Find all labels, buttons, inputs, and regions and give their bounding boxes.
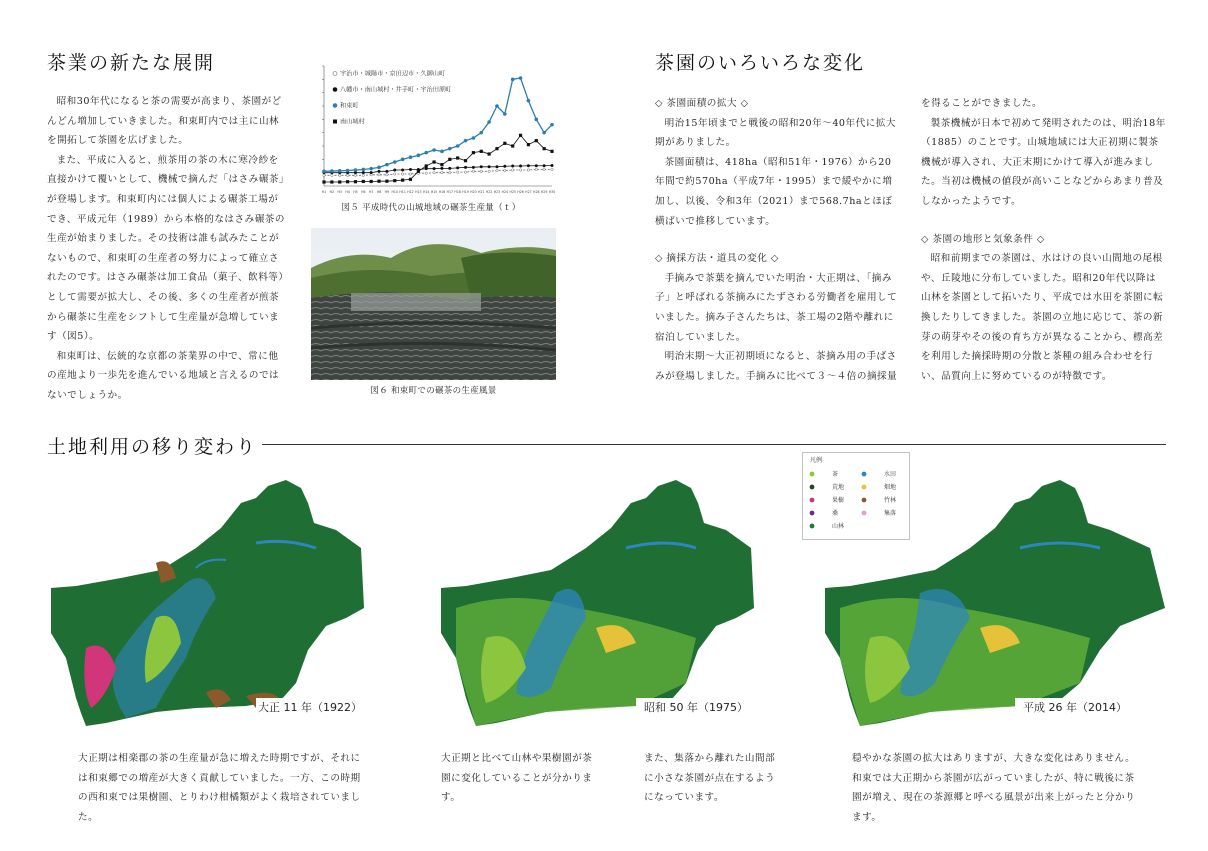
paragraph: 明治15年頃までと戦後の昭和20年～40年代に拡大期がありました。 <box>655 117 896 149</box>
x-tick-label: H11 <box>399 190 406 194</box>
data-point <box>527 99 531 103</box>
data-point <box>495 104 499 108</box>
data-point <box>519 76 523 80</box>
legend-marker <box>333 72 337 76</box>
x-tick-label: H21 <box>478 190 485 194</box>
data-point <box>519 169 521 171</box>
data-point <box>464 166 467 169</box>
tea-industry-paragraph: 和束町は、伝統的な京都の茶業界の中で、常に他の産地より一歩先を進んでいる地域と言えるのではないでしょうか。 <box>47 350 280 401</box>
data-point <box>472 170 474 172</box>
map-1922 <box>46 468 366 730</box>
data-point <box>409 155 413 159</box>
data-point <box>456 166 459 169</box>
data-point <box>385 163 389 167</box>
x-tick-label: H19 <box>462 190 469 194</box>
map-2014-text: 穏やかな茶園の拡大はありますが、大きな変化はありません。和束では大正期から茶園が広がっていましたが、特に戦後に茶園が増え、現在の茶源郷と呼べる風景が出来上がったと分かります。 <box>852 753 1136 823</box>
data-point <box>440 163 443 166</box>
data-point <box>362 168 366 172</box>
data-point <box>362 180 365 183</box>
spacer <box>921 212 1166 230</box>
data-point <box>479 131 483 135</box>
data-point <box>346 180 349 183</box>
x-tick-label: H30 <box>548 190 556 194</box>
legend-item-label: 集落 <box>884 510 897 517</box>
data-point <box>472 151 475 154</box>
data-point <box>377 180 380 183</box>
paragraph: 茶園面積は、418ha（昭和51年・1976）から20年間で約570ha（平成7年・1995）まで緩やかに増加し、以後、令和3年（2021）まで568.7haとほぼ横ばいで推移しています。 <box>655 156 893 227</box>
data-point <box>425 164 428 167</box>
data-point <box>432 160 435 163</box>
x-tick-label: H12 <box>407 190 414 194</box>
data-point <box>464 139 468 143</box>
legend-item-label: 水田 <box>884 471 897 478</box>
legend-item-label: 桑 <box>832 510 839 517</box>
data-point <box>503 142 506 145</box>
tea-industry-text <box>47 92 287 406</box>
data-point <box>362 174 364 176</box>
data-point <box>448 147 452 151</box>
data-point <box>409 173 411 175</box>
legend-swatch <box>810 485 815 490</box>
data-point <box>449 171 451 173</box>
data-point <box>464 171 466 173</box>
x-tick-label: H18 <box>454 190 461 194</box>
data-point <box>338 180 341 183</box>
data-point <box>330 180 333 183</box>
x-tick-label: H20 <box>470 190 477 194</box>
legend-swatch <box>810 472 815 477</box>
x-tick-label: H14 <box>422 190 430 194</box>
data-point <box>323 174 325 176</box>
x-tick-label: H10 <box>391 190 398 194</box>
data-point <box>480 170 482 172</box>
data-point <box>456 144 460 148</box>
data-point <box>535 168 537 170</box>
data-point <box>338 169 342 173</box>
data-point <box>362 171 365 174</box>
garden-changes-col1 <box>655 94 900 386</box>
x-tick-label: H5 <box>353 190 358 194</box>
data-point <box>432 148 436 152</box>
map-1975-label: 昭和 50 年（1975） <box>644 701 748 714</box>
data-point <box>370 171 373 174</box>
data-point <box>456 171 458 173</box>
data-point <box>378 170 381 173</box>
legend-label: 宇治市・城陽市・京田辺市・久御山町 <box>340 70 446 78</box>
data-point <box>330 169 334 173</box>
data-point <box>488 165 491 168</box>
map-1922-text: 大正期は相楽郡の茶の生産量が急に増えた時期ですが、それには和束郷での増産が大きく貢献していました。一方、この時期の西和束では果樹園、とりわけ柑橘類がよく栽培されていました。 <box>78 753 361 823</box>
data-point <box>393 160 397 164</box>
data-point <box>409 178 412 181</box>
x-tick-label: H28 <box>533 190 540 194</box>
data-point <box>480 150 483 153</box>
data-point <box>527 164 530 167</box>
x-tick-label: H26 <box>517 190 524 194</box>
data-point <box>393 179 396 182</box>
data-point <box>440 150 444 154</box>
tea-industry-paragraph: また、平成に入ると、煎茶用の茶の木に寒冷紗を直接かけて覆いとして、機械で摘んだ「はさみ碾茶」が登場します。和束町内には個人による碾茶工場ができ、平成元年（1989）から本格的なはさみ碾茶の生産が始まりました。その技術は誰も試みたことがないもので、和束町の生産者の努力によって確立されたのです。はさみ碾茶は加工食品（菓子、飲料等）として需要が拡大し、その後、多くの生産者が煎茶から碾茶に生産をシフトして生産量が急増しています（図5）。 <box>47 154 285 343</box>
fig5-chart <box>306 60 556 200</box>
tea-industry-paragraph: 昭和30年代になると茶の需要が高まり、茶園がどんどん増加していきました。和束町内では主に山林を開拓して茶園を広げました。 <box>47 96 282 147</box>
garden-changes-col2 <box>921 94 1166 386</box>
legend-marker <box>333 104 337 108</box>
data-point <box>495 165 498 168</box>
data-point <box>354 174 356 176</box>
legend-item-label: 茶 <box>832 471 839 478</box>
x-tick-label: H1 <box>321 190 327 194</box>
legend-item-label: 竹林 <box>884 497 897 504</box>
x-tick-label: H27 <box>525 190 532 194</box>
data-point <box>448 158 451 161</box>
section-rule <box>262 444 1166 445</box>
data-point <box>503 112 507 116</box>
legend-label: 和束町 <box>340 102 359 110</box>
map-1922-label: 大正 11 年（1922） <box>258 701 362 714</box>
data-point <box>425 172 427 174</box>
map-2014-label: 平成 26 年（2014） <box>1023 701 1127 714</box>
data-point <box>511 169 513 171</box>
data-point <box>504 169 506 171</box>
data-point <box>409 168 412 171</box>
map-1975 <box>436 468 756 730</box>
data-point <box>433 171 435 173</box>
legend-label: 南山城村 <box>340 118 365 126</box>
legend-marker <box>333 120 337 124</box>
data-point <box>322 170 326 174</box>
data-point <box>503 165 506 168</box>
x-tick-label: H16 <box>438 190 446 194</box>
data-point <box>543 147 546 150</box>
legend-item-label: 荒地 <box>832 484 845 491</box>
x-tick-label: H3 <box>337 190 342 194</box>
data-point <box>425 167 428 170</box>
x-tick-label: H2 <box>329 190 335 194</box>
data-point <box>354 180 357 183</box>
data-point <box>534 118 538 122</box>
legend-item-label: 果樹 <box>832 497 845 504</box>
legend-title: 凡例 <box>810 457 823 464</box>
data-point <box>487 120 491 124</box>
legend-label: 八幡市・南山城村・井手町・宇治田原町 <box>340 86 452 94</box>
data-point <box>386 174 388 176</box>
x-tick-label: H23 <box>493 190 501 194</box>
legend-swatch <box>810 498 815 503</box>
paragraph: 製茶機械が日本で初めて発明されたのは、明治18年（1885）のことです。山城地域には大正初期に製茶機械が導入され、大正末期にかけて導入が進みました。当初は機械の値段が高いことなどからあまり普及しなかったようです。 <box>921 117 1166 207</box>
data-point <box>401 179 404 182</box>
data-point <box>369 167 373 171</box>
data-point <box>394 173 396 175</box>
paragraph: を得ることができました。 <box>921 98 1043 109</box>
tea-field-photo <box>311 228 556 380</box>
legend-item-label: 山林 <box>832 523 845 530</box>
data-point <box>551 168 553 170</box>
paragraph: 明治末期～大正初期頃になると、茶摘み用の手ばさみが登場しました。手摘みに比べて３～４倍の摘採量 <box>655 351 898 382</box>
fig6-caption: 図６ 和束町での碾茶の生産風景 <box>370 386 497 396</box>
paragraph: 手摘みで茶葉を摘んでいた明治・大正期は、「摘み子」と呼ばれる茶摘みにたずさわる労働者を雇用していました。摘み子さんたちは、茶工場の2階や離れに宿泊していました。 <box>655 272 898 343</box>
data-point <box>440 167 443 170</box>
data-point <box>542 131 546 135</box>
data-point <box>331 174 333 176</box>
data-point <box>511 165 514 168</box>
spacer <box>655 231 900 249</box>
data-point <box>393 169 396 172</box>
data-point <box>401 169 404 172</box>
data-point <box>417 154 421 158</box>
data-point <box>535 139 538 142</box>
section-title-tea-industry: 茶業の新たな展開 <box>47 52 216 74</box>
data-point <box>433 167 436 170</box>
x-tick-label: H25 <box>509 190 516 194</box>
data-point <box>385 170 388 173</box>
data-point <box>385 180 388 183</box>
x-tick-label: H15 <box>430 190 438 194</box>
subsection-heading: ◇ 茶園面積の拡大 ◇ <box>655 98 749 109</box>
x-tick-label: H4 <box>345 190 350 194</box>
data-point <box>417 170 420 173</box>
data-point <box>346 169 350 173</box>
data-point <box>511 144 514 147</box>
data-point <box>378 174 380 176</box>
data-point <box>472 136 476 140</box>
x-tick-label: H7 <box>368 190 374 194</box>
data-point <box>472 166 475 169</box>
data-point <box>441 171 443 173</box>
data-point <box>511 78 515 82</box>
data-point <box>495 147 498 150</box>
legend-item-label: 畑地 <box>884 484 897 491</box>
x-tick-label: H9 <box>384 190 390 194</box>
fig5-caption: 図５ 平成時代の山城地域の碾茶生産量（ｔ） <box>341 203 521 213</box>
subsection-heading: ◇ 摘採方法・道具の変化 ◇ <box>655 253 779 265</box>
section-title-land-use: 土地利用の移り変わり <box>47 436 258 458</box>
data-point <box>370 180 373 183</box>
data-point <box>424 151 428 155</box>
data-point <box>401 173 403 175</box>
data-point <box>339 174 341 176</box>
x-tick-label: H22 <box>485 190 493 194</box>
legend-marker <box>333 88 337 92</box>
data-point <box>550 150 553 153</box>
data-point <box>543 164 546 167</box>
x-tick-label: H6 <box>361 190 366 194</box>
data-point <box>551 164 554 167</box>
x-tick-label: H24 <box>501 190 509 194</box>
legend-swatch <box>810 524 815 529</box>
data-point <box>354 168 358 172</box>
data-point <box>527 169 529 171</box>
data-point <box>527 143 530 146</box>
subsection-heading: ◇ 茶園の地形と気象条件 ◇ <box>921 233 1045 245</box>
x-tick-label: H13 <box>415 190 422 194</box>
data-point <box>456 156 459 159</box>
data-point <box>448 167 451 170</box>
data-point <box>401 158 405 162</box>
paragraph: 昭和前期までの茶園は、水はけの良い山間地の尾根や、丘陵地に分布していました。昭和20年代以降は山林を茶園として拓いたり、平成では水田を茶園に転換したりしてきました。茶園の立地に応じて、茶の新芽の萌芽やその後の育ち方が異なることから、標高差を利用した摘採時期の分散と茶種の組み合わせを行い、品質向上に努めているのが特徴です。 <box>921 253 1164 382</box>
data-point <box>480 165 483 168</box>
data-point <box>519 134 522 137</box>
data-point <box>464 159 467 162</box>
data-point <box>377 166 381 170</box>
data-point <box>519 165 522 168</box>
map-2014 <box>820 468 1170 730</box>
map-1975-text-a: 大正期と比べて山林や果樹園が茶園に変化していることが分かります。 <box>441 753 593 804</box>
data-point <box>488 152 491 155</box>
data-point <box>496 169 498 171</box>
x-tick-label: H8 <box>376 190 382 194</box>
data-point <box>488 170 490 172</box>
x-tick-label: H17 <box>446 190 454 194</box>
map-1975-text-b: また、集落から離れた山間部に小さな茶園が点在するようになっています。 <box>644 753 776 804</box>
legend-swatch <box>810 511 815 516</box>
data-point <box>535 164 538 167</box>
data-point <box>550 123 554 127</box>
data-point <box>322 180 325 183</box>
section-title-tea-garden-changes: 茶園のいろいろな変化 <box>655 52 866 74</box>
data-point <box>543 168 545 170</box>
x-tick-label: H29 <box>540 190 548 194</box>
data-point <box>346 174 348 176</box>
